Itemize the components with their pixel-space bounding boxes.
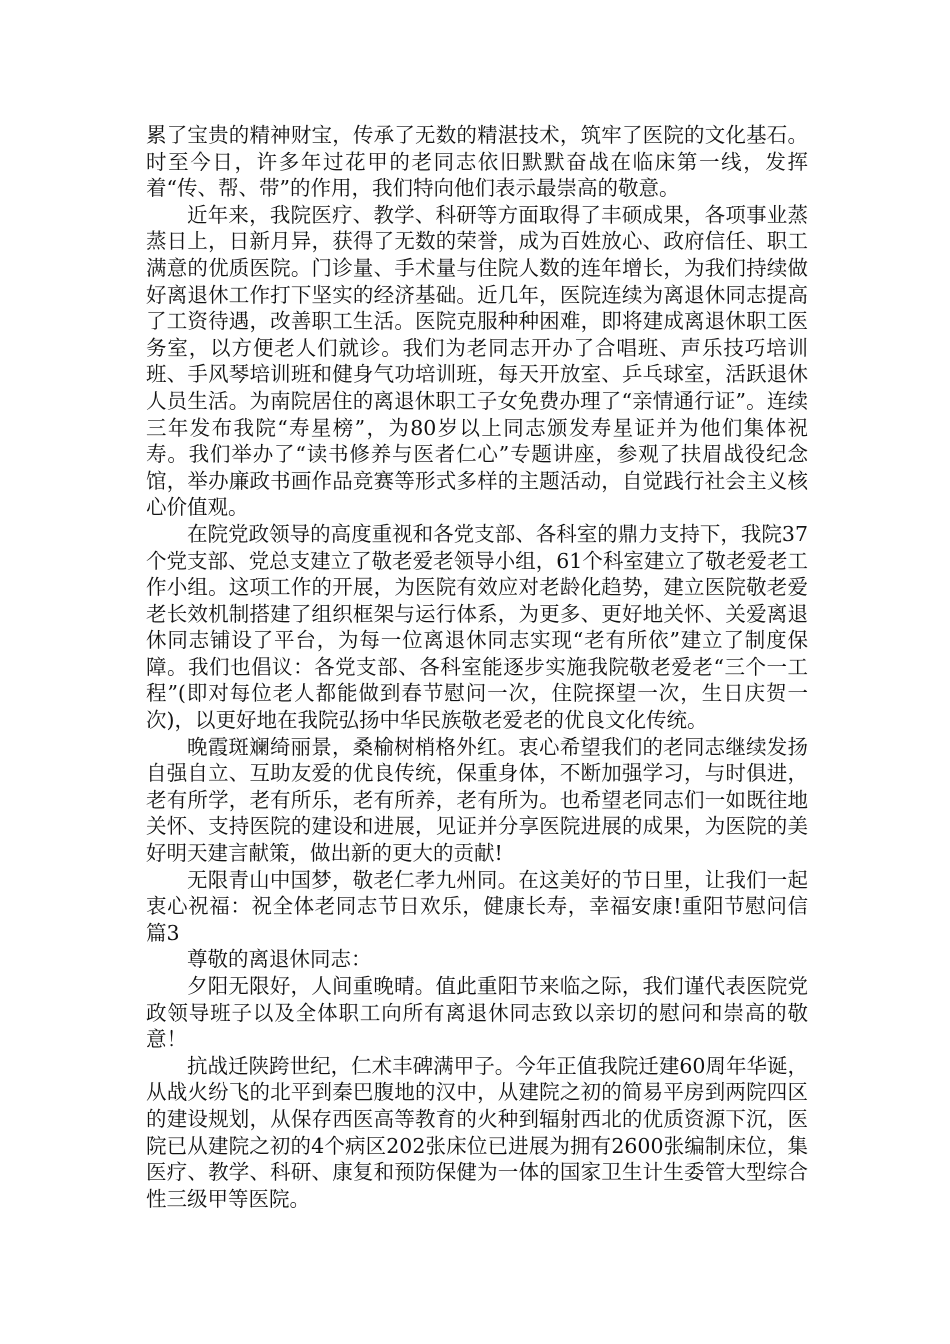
paragraph-3: 在院党政领导的高度重视和各党支部、各科室的鼎力支持下，我院37个党支部、党总支建立了敬老爱老领导小组，61个科室建立了敬老爱老工作小组。这项工作的开展，为医院有效应对老龄化趋势，建立医院敬老爱老长效机制搭建了组织框架与运行体系，为更多、更好地关怀、关爱离退休同志铺设了平台，为每一位离退休同志实现“老有所依”建立了制度保障。我们也倡议：各党支部、各科室能逐步实施我院敬老爱老“三个一工程”(即对每位老人都能做到春节慰问一次，住院探望一次，生日庆贺一次)，以更好地在我院弘扬中华民族敬老爱老的优良文化传统。 [146,521,808,733]
paragraph-1: 累了宝贵的精神财宝，传承了无数的精湛技术，筑牢了医院的文化基石。时至今日，许多年过花甲的老同志依旧默默奋战在临床第一线，发挥着“传、帮、带”的作用，我们特向他们表示最崇高的敬意。 [146,123,808,201]
document-page [146,122,808,1212]
paragraph-7: 抗战迁陕跨世纪，仁术丰碑满甲子。今年正值我院迁建60周年华诞，从战火纷飞的北平到秦巴腹地的汉中，从建院之初的简易平房到两院四区的建设规划，从保存西医高等教育的火种到辐射西北的优质资源下沉，医院已从建院之初的4个病区202张床位已进展为拥有2600张编制床位，集医疗、教学、科研、康复和预防保健为一体的国家卫生计生委管大型综合性三级甲等医院。 [146,1053,808,1211]
paragraph-2: 近年来，我院医疗、教学、科研等方面取得了丰硕成果，各项事业蒸蒸日上，日新月异，获得了无数的荣誉，成为百姓放心、政府信任、职工满意的优质医院。门诊量、手术量与住院人数的连年增长，为我们持续做好离退休工作打下坚实的经济基础。近几年，医院连续为离退休同志提高了工资待遇，改善职工生活。医院克服种种困难，即将建成离退休职工医务室，以方便老人们就诊。我们为老同志开办了合唱班、声乐技巧培训班、手风琴培训班和健身气功培训班，每天开放室、乒乓球室，活跃退休人员生活。为南院居住的离退休职工子女免费办理了“亲情通行证”。连续三年发布我院“寿星榜”，为80岁以上同志颁发寿星证并为他们集体祝寿。我们举办了“读书修养与医者仁心”专题讲座，参观了扶眉战役纪念馆，举办廉政书画作品竞赛等形式多样的主题活动，自觉践行社会主义核心价值观。 [146,202,808,520]
salutation: 尊敬的离退休同志： [187,947,372,972]
paragraph-4: 晚霞斑斓绮丽景，桑榆树梢格外红。衷心希望我们的老同志继续发扬自强自立、互助友爱的优良传统，保重身体，不断加强学习，与时俱进，老有所学，老有所乐，老有所养，老有所为。也希望老同志们一如既往地关怀、支持医院的建设和进展，见证并分享医院进展的成果，为医院的美好明天建言献策，做出新的更大的贡献! [146,734,808,866]
paragraph-6: 夕阳无限好，人间重晚晴。值此重阳节来临之际，我们谨代表医院党政领导班子以及全体职工向所有离退休同志致以亲切的慰问和崇高的敬意！ [146,974,808,1052]
paragraph-5: 无限青山中国梦，敬老仁孝九州同。在这美好的节日里，让我们一起衷心祝福：祝全体老同志节日欢乐，健康长寿，幸福安康!重阳节慰问信 篇3 [146,867,808,945]
